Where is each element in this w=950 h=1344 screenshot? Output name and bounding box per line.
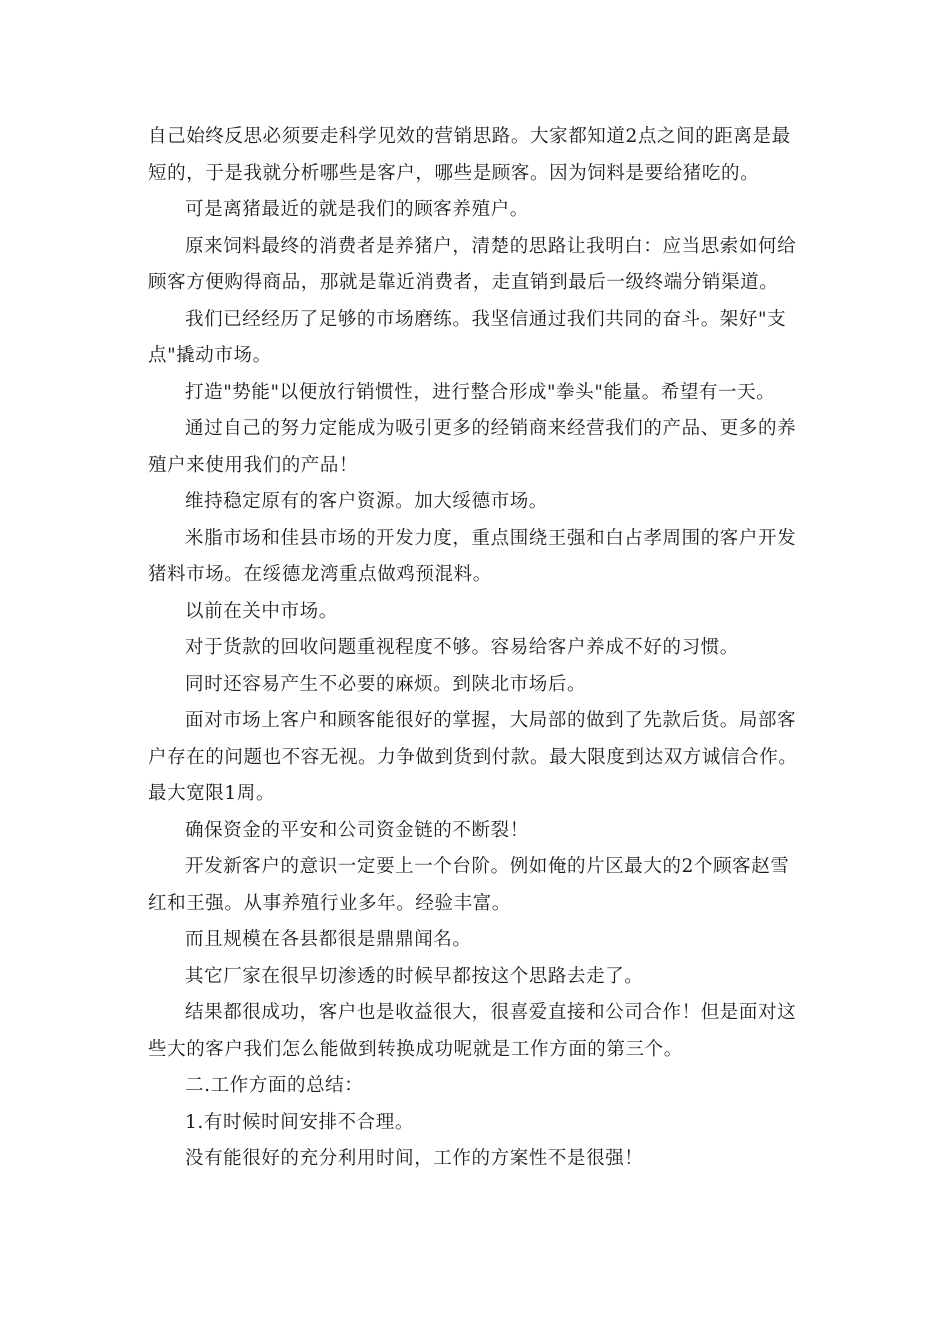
paragraph: 同时还容易产生不必要的麻烦。到陕北市场后。 bbox=[185, 673, 587, 695]
paragraph: 开发新客户的意识一定要上一个台阶。例如俺的片区最大的2个顾客赵雪红和王强。从事养殖行业多年。经验丰富。 bbox=[148, 856, 790, 914]
paragraph: 我们已经经历了足够的市场磨练。我坚信通过我们共同的奋斗。架好"支点"撬动市场。 bbox=[148, 308, 787, 366]
document-body bbox=[148, 119, 804, 1178]
list-item: 1.有时候时间安排不合理。 bbox=[185, 1111, 414, 1133]
paragraph: 米脂市场和佳县市场的开发力度，重点围绕王强和白占孝周围的客户开发猪料市场。在绥德龙湾重点做鸡预混料。 bbox=[148, 527, 797, 585]
paragraph: 没有能很好的充分利用时间，工作的方案性不是很强！ bbox=[185, 1148, 644, 1169]
paragraph: 原来饲料最终的消费者是养猪户，清楚的思路让我明白：应当思索如何给顾客方便购得商品，那就是靠近消费者，走直销到最后一级终端分销渠道。 bbox=[148, 235, 797, 293]
paragraph: 维持稳定原有的客户资源。加大绥德市场。 bbox=[185, 491, 548, 512]
paragraph: 可是离猪最近的就是我们的顾客养殖户。 bbox=[185, 199, 529, 220]
paragraph: 其它厂家在很早切渗透的时候早都按这个思路去走了。 bbox=[185, 965, 644, 987]
section-heading: 二.工作方面的总结： bbox=[185, 1075, 364, 1096]
paragraph: 确保资金的平安和公司资金链的不断裂！ bbox=[185, 819, 529, 841]
paragraph: 通过自己的努力定能成为吸引更多的经销商来经营我们的产品、更多的养殖户来使用我们的产品！ bbox=[148, 418, 797, 476]
paragraph: 面对市场上客户和顾客能很好的掌握，大局部的做到了先款后货。局部客户存在的问题也不容无视。力争做到货到付款。最大限度到达双方诚信合作。最大宽限1周。 bbox=[148, 710, 798, 804]
paragraph: 自己始终反思必须要走科学见效的营销思路。大家都知道2点之间的距离是最短的，于是我就分析哪些是客户，哪些是顾客。因为饲料是要给猪吃的。 bbox=[148, 126, 791, 184]
paragraph: 结果都很成功，客户也是收益很大，很喜爱直接和公司合作！但是面对这些大的客户我们怎么能做到转换成功呢就是工作方面的第三个。 bbox=[148, 1002, 797, 1060]
paragraph: 对于货款的回收问题重视程度不够。容易给客户养成不好的习惯。 bbox=[185, 637, 739, 658]
paragraph: 打造"势能"以便放行销惯性，进行整合形成"拳头"能量。希望有一天。 bbox=[185, 381, 776, 403]
paragraph: 而且规模在各县都很是鼎鼎闻名。 bbox=[185, 929, 472, 950]
paragraph: 以前在关中市场。 bbox=[185, 600, 338, 622]
